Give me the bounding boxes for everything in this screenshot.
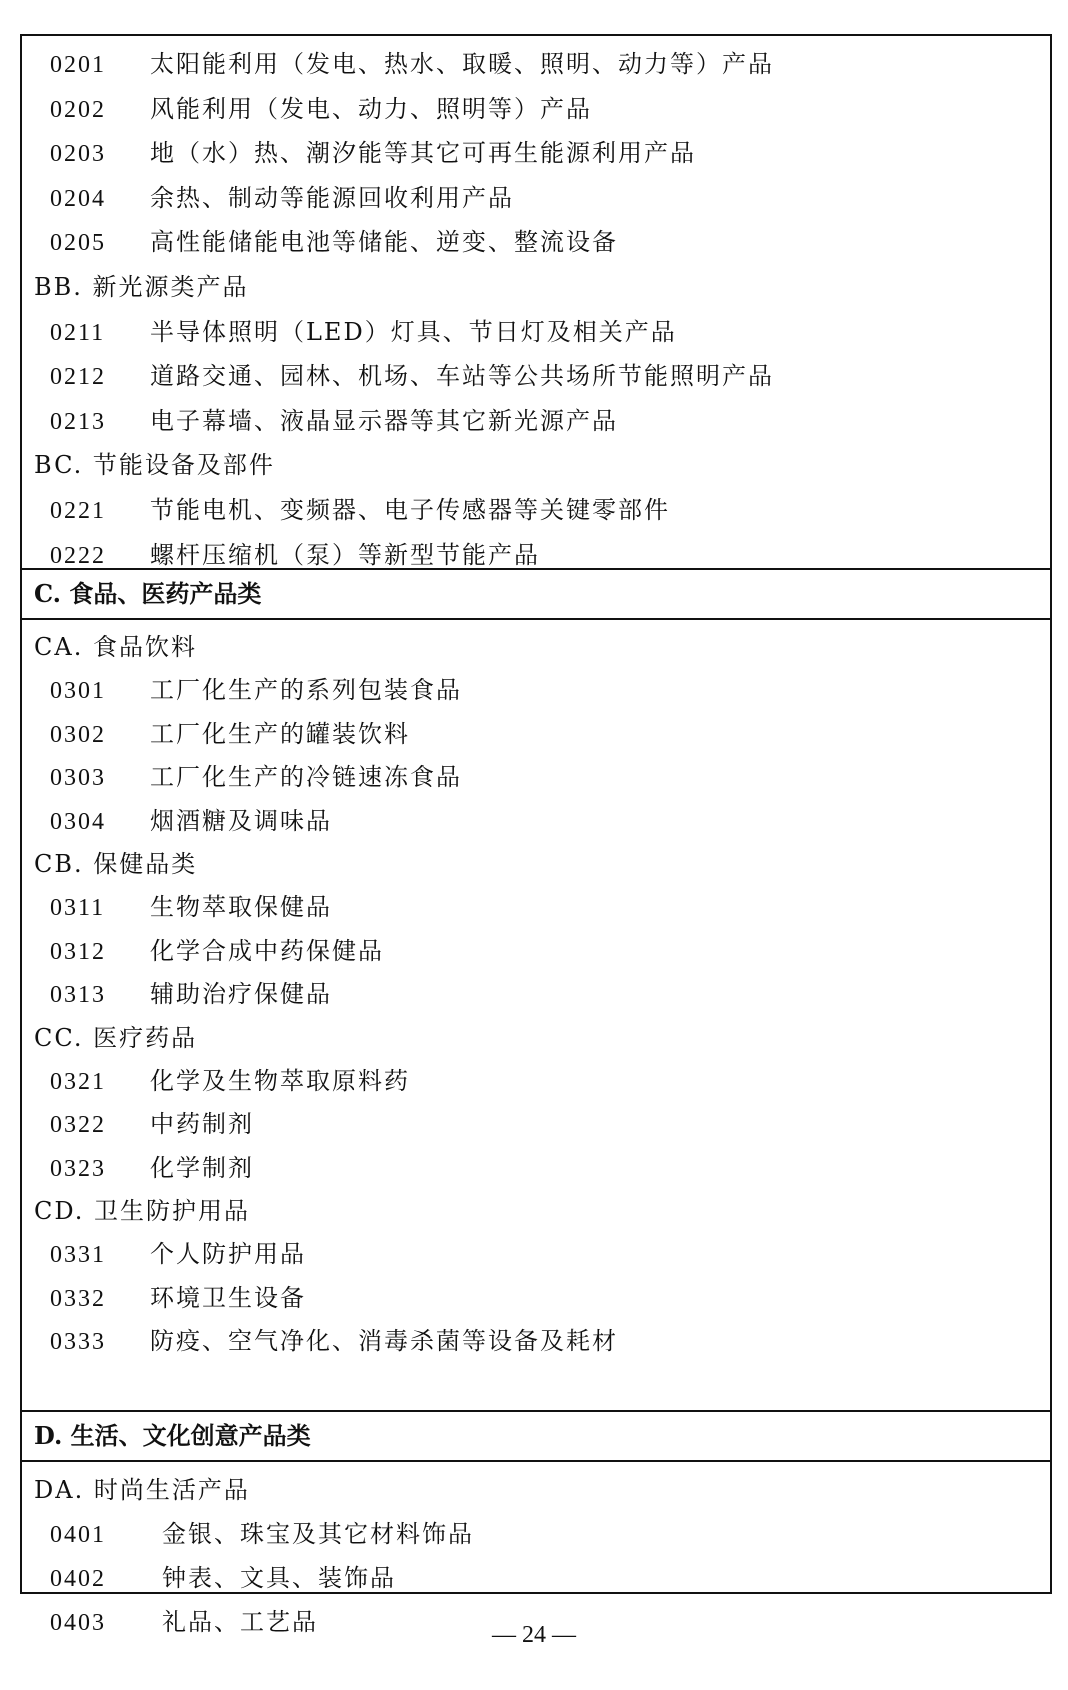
- item-text: 防疫、空气净化、消毒杀菌等设备及耗材: [150, 1327, 618, 1356]
- subcategory-heading: BB. 新光源类产品: [34, 272, 249, 301]
- item-row: [22, 176, 1050, 221]
- item-text: 工厂化生产的罐装饮料: [150, 719, 410, 748]
- item-code: 0401: [50, 1522, 106, 1548]
- item-code: 0402: [50, 1566, 106, 1592]
- item-row: [22, 973, 1050, 1016]
- item-code: 0333: [50, 1329, 106, 1356]
- item-text: 化学合成中药保健品: [150, 936, 384, 965]
- item-text: 生物萃取保健品: [150, 893, 332, 922]
- item-code: 0323: [50, 1155, 106, 1182]
- item-row: [22, 1060, 1050, 1103]
- item-row: [22, 1103, 1050, 1146]
- item-row: [22, 87, 1050, 132]
- item-code: 0332: [50, 1285, 106, 1312]
- item-text: 礼品、工艺品: [162, 1608, 318, 1636]
- item-row: [22, 1320, 1050, 1363]
- item-code: 0212: [50, 364, 106, 391]
- item-code: 0311: [50, 895, 106, 922]
- item-code: 0202: [50, 96, 106, 123]
- item-text: 电子幕墙、液晶显示器等其它新光源产品: [150, 406, 618, 435]
- item-code: 0301: [50, 678, 106, 705]
- item-code: 0403: [50, 1610, 106, 1636]
- item-row: [22, 131, 1050, 176]
- subcategory-heading: CC. 医疗药品: [34, 1023, 198, 1052]
- subcategory-heading: CD. 卫生防护用品: [34, 1197, 251, 1226]
- item-row: [22, 488, 1050, 533]
- item-row: [22, 713, 1050, 756]
- item-text: 工厂化生产的系列包装食品: [150, 676, 462, 705]
- subcategory-heading: BC. 节能设备及部件: [34, 451, 275, 480]
- page-number: — 24 —: [492, 1622, 576, 1648]
- item-text: 半导体照明（LED）灯具、节日灯及相关产品: [150, 317, 677, 346]
- item-row: [22, 310, 1050, 355]
- item-text: 金银、珠宝及其它材料饰品: [162, 1520, 474, 1548]
- item-code: 0222: [50, 542, 106, 569]
- item-code: 0313: [50, 982, 106, 1009]
- item-text: 螺杆压缩机（泵）等新型节能产品: [150, 540, 540, 569]
- item-row: [22, 354, 1050, 399]
- item-text: 化学制剂: [150, 1153, 254, 1182]
- item-row: [22, 1512, 1050, 1556]
- item-row: [22, 220, 1050, 265]
- item-row: [22, 533, 1050, 578]
- item-code: 0205: [50, 230, 106, 257]
- item-code: 0331: [50, 1242, 106, 1269]
- item-row: [22, 800, 1050, 843]
- item-text: 个人防护用品: [150, 1240, 306, 1269]
- item-text: 节能电机、变频器、电子传感器等关键零部件: [150, 495, 670, 524]
- item-row: [22, 1233, 1050, 1276]
- item-code: 0213: [50, 408, 106, 435]
- category-heading-c: C. 食品、医药产品类: [22, 570, 1050, 620]
- item-text: 烟酒糖及调味品: [150, 806, 332, 835]
- item-row: [22, 1277, 1050, 1320]
- item-code: 0203: [50, 141, 106, 168]
- item-row: [22, 930, 1050, 973]
- section-b-continued: [22, 36, 1050, 570]
- subcategory-heading: CA. 食品饮料: [34, 633, 197, 661]
- item-row: [22, 399, 1050, 444]
- item-code: 0303: [50, 765, 106, 792]
- item-row: [22, 886, 1050, 929]
- item-code: 0312: [50, 938, 106, 965]
- item-row: [22, 1147, 1050, 1190]
- item-code: 0304: [50, 808, 106, 835]
- item-row: [22, 756, 1050, 799]
- item-code: 0211: [50, 319, 106, 346]
- category-heading-d: D. 生活、文化创意产品类: [22, 1412, 1050, 1462]
- item-text: 太阳能利用（发电、热水、取暖、照明、动力等）产品: [150, 50, 774, 78]
- item-code: 0321: [50, 1068, 106, 1095]
- subcategory-heading: CB. 保健品类: [34, 849, 198, 878]
- item-text: 钟表、文具、装饰品: [162, 1564, 396, 1592]
- item-text: 余热、制动等能源回收利用产品: [150, 183, 514, 212]
- item-code: 0221: [50, 497, 106, 524]
- item-text: 高性能储能电池等储能、逆变、整流设备: [150, 228, 618, 257]
- item-row: [22, 669, 1050, 712]
- item-code: 0204: [50, 185, 106, 212]
- item-code: 0302: [50, 721, 106, 748]
- item-code: 0322: [50, 1112, 106, 1139]
- item-text: 地（水）热、潮汐能等其它可再生能源利用产品: [150, 139, 696, 168]
- item-text: 辅助治疗保健品: [150, 980, 332, 1009]
- item-row: [22, 42, 1050, 87]
- item-text: 工厂化生产的冷链速冻食品: [150, 763, 462, 792]
- item-text: 环境卫生设备: [150, 1283, 306, 1312]
- subcategory-heading: DA. 时尚生活产品: [34, 1476, 250, 1504]
- item-text: 风能利用（发电、动力、照明等）产品: [150, 94, 592, 123]
- item-text: 中药制剂: [150, 1110, 254, 1139]
- section-c: [22, 620, 1050, 1412]
- item-code: 0201: [50, 52, 106, 78]
- section-d: [22, 1462, 1050, 1690]
- item-text: 化学及生物萃取原料药: [150, 1066, 410, 1095]
- item-text: 道路交通、园林、机场、车站等公共场所节能照明产品: [150, 362, 774, 391]
- item-row: [22, 1556, 1050, 1600]
